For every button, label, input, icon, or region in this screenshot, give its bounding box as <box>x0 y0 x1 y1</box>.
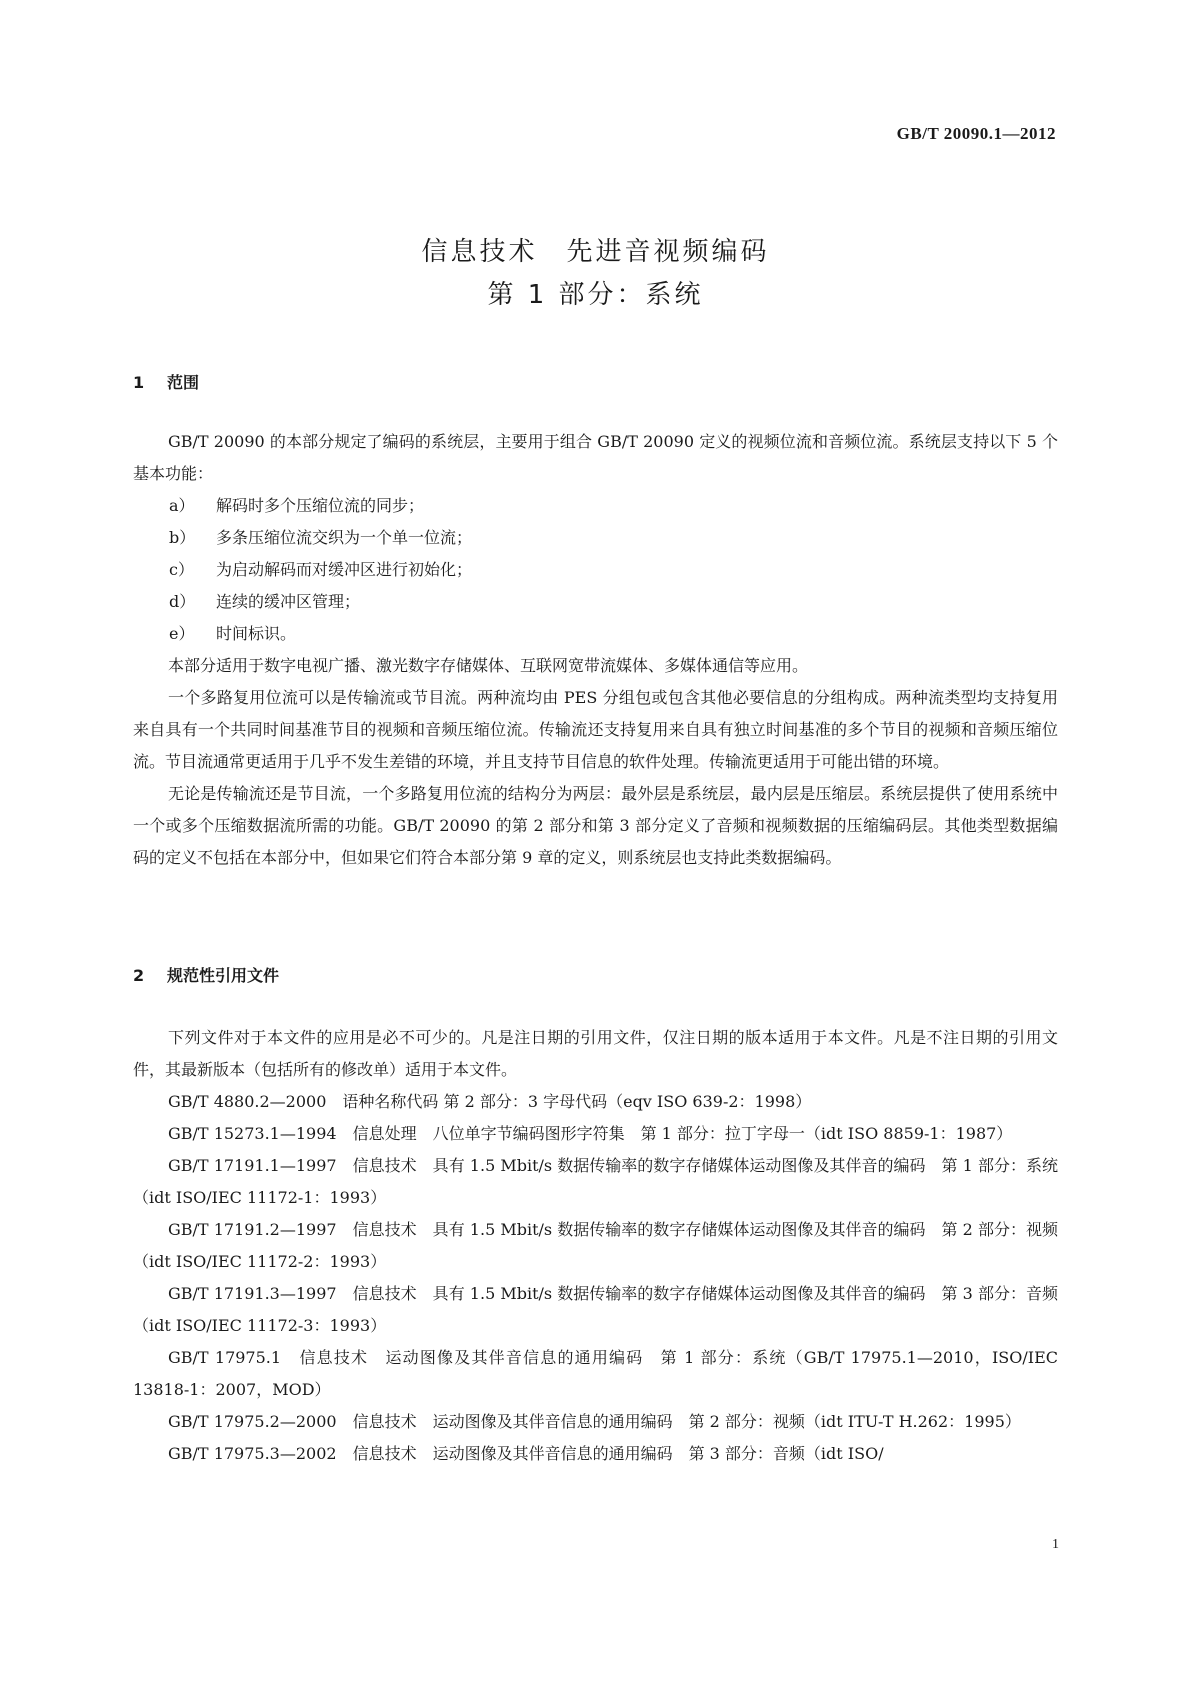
reference-entry: GB/T 17191.1—1997 信息技术 具有 1.5 Mbit/s 数据传输率的数字存储媒体运动图像及其伴音的编码 第 1 部分：系统（idt ISO/IEC 11172-1：1993） <box>133 1156 1058 1207</box>
section-1-heading <box>133 370 199 393</box>
reference-entry: GB/T 4880.2—2000 语种名称代码 第 2 部分：3 字母代码（eqv ISO 639-2：1998） <box>168 1092 812 1111</box>
list-item-c <box>133 554 1058 586</box>
list-item-a <box>133 490 1058 522</box>
page-number: 1 <box>1052 1537 1059 1552</box>
list-item-text: 解码时多个压缩位流的同步； <box>216 496 425 515</box>
list-item-e <box>133 618 1058 650</box>
list-item-b <box>133 522 1058 554</box>
document-title-line2: 第 1 部分：系统 <box>487 280 704 310</box>
reference-entry: GB/T 17975.2—2000 信息技术 运动图像及其伴音信息的通用编码 第 2 部分：视频（idt ITU-T H.262：1995） <box>168 1412 1021 1431</box>
reference-entry: GB/T 17191.3—1997 信息技术 具有 1.5 Mbit/s 数据传输率的数字存储媒体运动图像及其伴音的编码 第 3 部分：音频（idt ISO/IEC 11172-3：1993） <box>133 1284 1058 1335</box>
list-item-d <box>133 586 1058 618</box>
section-1-body <box>133 426 1058 874</box>
scope-paragraph-3: 一个多路复用位流可以是传输流或节目流。两种流均由 PES 分组包或包含其他必要信息的分组构成。两种流类型均支持复用来自具有一个共同时间基准节目的视频和音频压缩位流。传输流还支持复用来自具有独立时间基准的多个节目的视频和音频压缩位流。节目流通常更适用于几乎不发生差错的环境，并且支持节目信息的软件处理。传输流更适用于可能出错的环境。 <box>133 688 1058 771</box>
scope-paragraph-2: 本部分适用于数字电视广播、激光数字存储媒体、互联网宽带流媒体、多媒体通信等应用。 <box>168 656 809 675</box>
section-2-title: 规范性引用文件 <box>167 966 280 985</box>
scope-paragraph-1: GB/T 20090 的本部分规定了编码的系统层，主要用于组合 GB/T 20090 定义的视频位流和音频位流。系统层支持以下 5 个基本功能： <box>133 432 1058 483</box>
list-item-text: 时间标识。 <box>216 624 297 643</box>
reference-entry: GB/T 17975.1 信息技术 运动图像及其伴音信息的通用编码 第 1 部分：系统（GB/T 17975.1—2010，ISO/IEC 13818-1：2007，MOD） <box>133 1348 1058 1399</box>
reference-entry: GB/T 15273.1—1994 信息处理 八位单字节编码图形字符集 第 1 部分：拉丁字母一（idt ISO 8859-1：1987） <box>168 1124 1013 1143</box>
reference-entry: GB/T 17191.2—1997 信息技术 具有 1.5 Mbit/s 数据传输率的数字存储媒体运动图像及其伴音的编码 第 2 部分：视频（idt ISO/IEC 11172-2：1993） <box>133 1220 1058 1271</box>
list-item-label: d） <box>169 592 196 611</box>
section-1-title: 范围 <box>167 373 200 392</box>
list-item-text: 多条压缩位流交织为一个单一位流； <box>216 528 473 547</box>
list-item-text: 为启动解码而对缓冲区进行初始化； <box>216 560 473 579</box>
document-title-line1: 信息技术 先进音视频编码 <box>421 237 770 267</box>
standard-code: GB/T 20090.1—2012 <box>896 124 1056 143</box>
list-item-text: 连续的缓冲区管理； <box>216 592 361 611</box>
references-intro: 下列文件对于本文件的应用是必不可少的。凡是注日期的引用文件，仅注日期的版本适用于本文件。凡是不注日期的引用文件，其最新版本（包括所有的修改单）适用于本文件。 <box>133 1028 1058 1079</box>
list-item-label: c） <box>169 560 194 579</box>
reference-entry: GB/T 17975.3—2002 信息技术 运动图像及其伴音信息的通用编码 第 3 部分：音频（idt ISO/ <box>168 1444 884 1463</box>
section-1-number: 1 <box>133 373 145 392</box>
list-item-label: a） <box>169 496 195 515</box>
list-item-label: e） <box>169 624 195 643</box>
section-2-heading <box>133 963 279 986</box>
list-item-label: b） <box>169 528 196 547</box>
section-2-body <box>133 1022 1058 1470</box>
section-2-number: 2 <box>133 966 145 985</box>
scope-paragraph-4: 无论是传输流还是节目流，一个多路复用位流的结构分为两层：最外层是系统层，最内层是压缩层。系统层提供了使用系统中一个或多个压缩数据流所需的功能。GB/T 20090 的第 2 部分和第 3 部分定义了音频和视频数据的压缩编码层。其他类型数据编码的定义不包括在本部分中，但如果它们符合本部分第 9 章的定义，则系统层也支持此类数据编码。 <box>133 784 1058 867</box>
